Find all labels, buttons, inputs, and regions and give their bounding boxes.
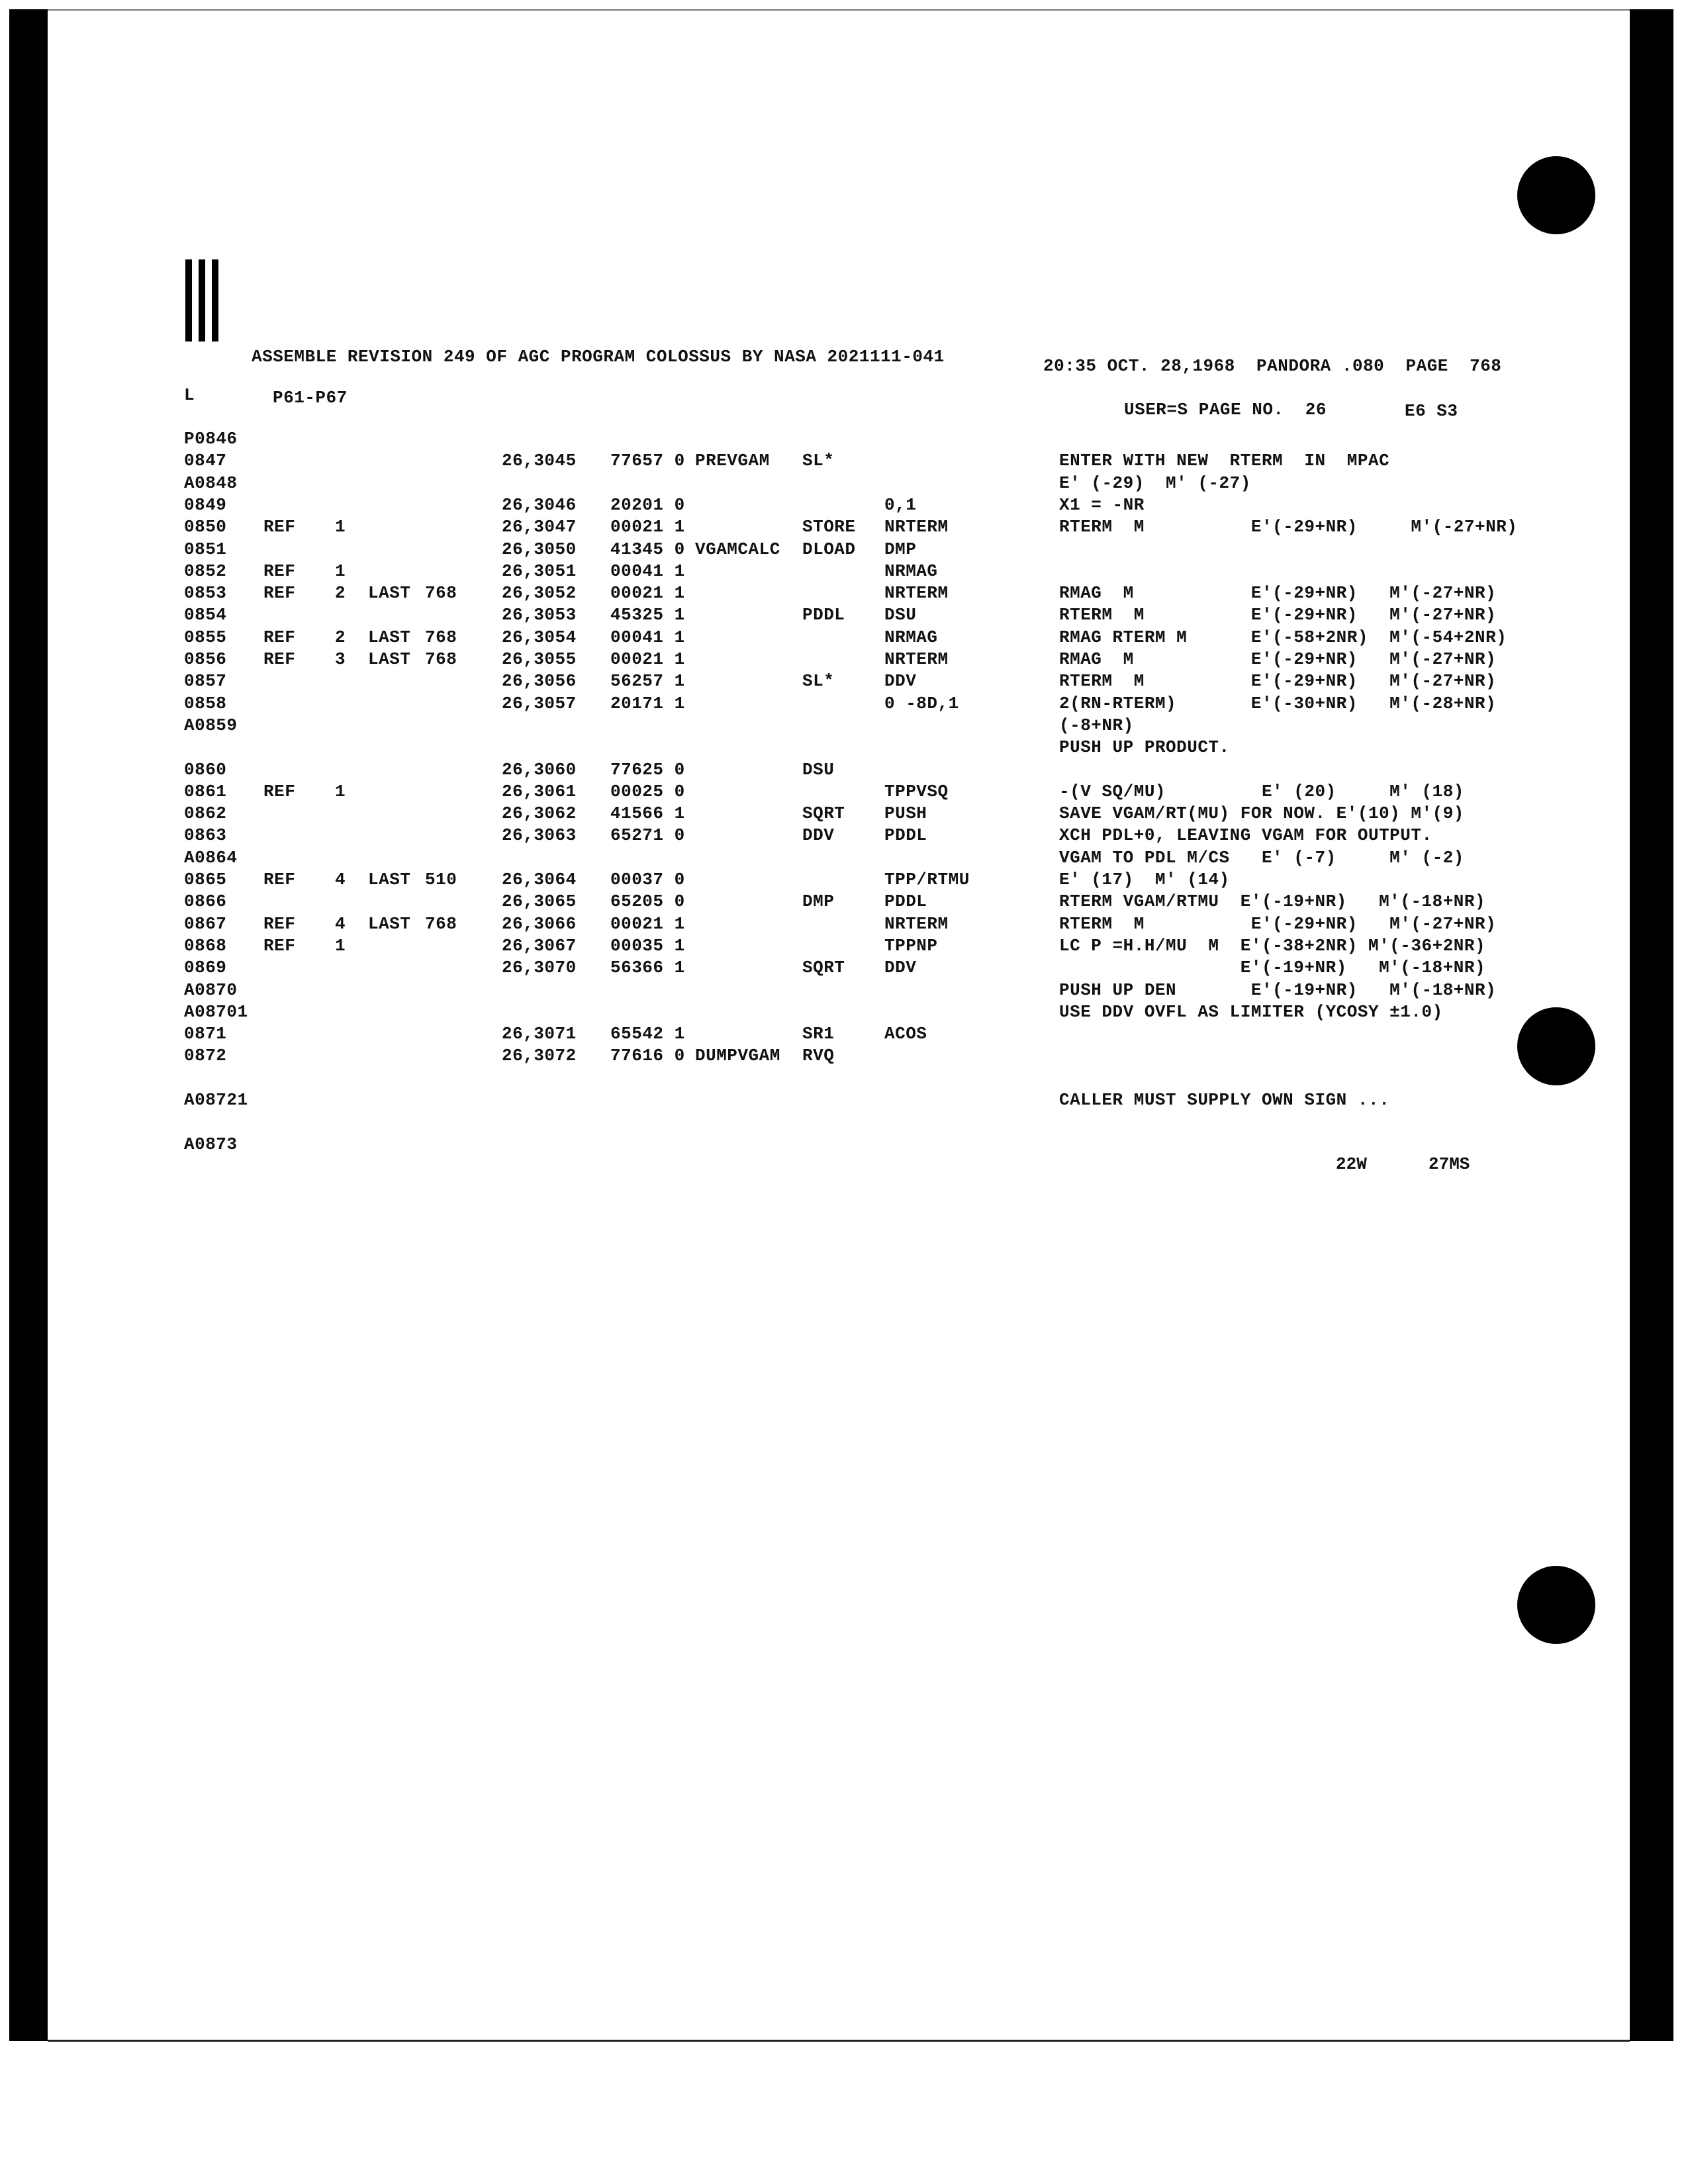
listing-cnt: 3: [335, 649, 346, 669]
listing-cmt: RTERM VGAM/RTMU E'(-19+NR) M'(-18+NR): [1059, 891, 1486, 912]
listing-cmt: USE DDV OVFL AS LIMITER (YCOSY ±1.0): [1059, 1001, 1443, 1022]
listing-label: 0856: [184, 649, 227, 669]
listing-cmt: RTERM M E'(-29+NR) M'(-27+NR): [1059, 605, 1497, 625]
listing-tag: DUMPVGAM: [695, 1046, 780, 1066]
listing-cmt: ENTER WITH NEW RTERM IN MPAC: [1059, 451, 1390, 471]
listing-addr: 26,3062: [502, 803, 577, 824]
listing-cmt: CALLER MUST SUPPLY OWN SIGN ...: [1059, 1090, 1390, 1110]
listing-addr: 26,3063: [502, 825, 577, 846]
listing-label: 0847: [184, 451, 227, 471]
binder-mark-icon: [185, 259, 226, 341]
listing-rnum: 768: [425, 913, 457, 934]
listing-cnt: 1: [335, 561, 346, 581]
listing-oct: 00021 1: [610, 913, 685, 934]
listing-oct: 56257 1: [610, 671, 685, 692]
punch-hole-icon: [1517, 1007, 1595, 1085]
listing-op: SR1: [802, 1024, 835, 1044]
listing-label: 0871: [184, 1024, 227, 1044]
listing-op: DSU: [802, 759, 835, 780]
listing-label: A0873: [184, 1134, 238, 1154]
listing-label: 0854: [184, 605, 227, 625]
listing-cmt: RTERM M E'(-29+NR) M'(-27+NR): [1059, 517, 1518, 537]
listing-addr: 26,3060: [502, 759, 577, 780]
listing-oct: 00037 0: [610, 870, 685, 889]
footer-time: 27MS: [1429, 1154, 1470, 1174]
listing-last: LAST: [368, 913, 411, 934]
page-bottom-rule: [48, 2040, 1630, 2042]
listing-label: 0852: [184, 561, 227, 581]
listing-oct: 00041 1: [610, 561, 685, 581]
listing-cmt: XCH PDL+0, LEAVING VGAM FOR OUTPUT.: [1059, 825, 1432, 846]
listing-label: P0846: [184, 429, 238, 449]
header-user-tail: E6 S3: [1405, 401, 1458, 421]
listing-addr: 26,3052: [502, 583, 577, 604]
listing-opr: DMP: [884, 539, 917, 559]
listing-cmt: E' (-29) M' (-27): [1059, 473, 1251, 493]
listing-opr: NRTERM: [884, 649, 949, 669]
listing-label: A0848: [184, 473, 238, 493]
listing-cmt: SAVE VGAM/RT(MU) FOR NOW. E'(10) M'(9): [1059, 803, 1464, 824]
listing-addr: 26,3053: [502, 605, 577, 625]
listing-ref: REF: [263, 781, 296, 801]
listing-rnum: 510: [425, 870, 457, 889]
listing-label: 0866: [184, 891, 227, 912]
punch-hole-icon: [1517, 1566, 1595, 1644]
listing-cnt: 1: [335, 517, 346, 537]
punch-hole-icon: [1517, 156, 1595, 234]
listing-addr: 26,3057: [502, 693, 577, 713]
listing-cmt: 2(RN-RTERM) E'(-30+NR) M'(-28+NR): [1059, 693, 1497, 713]
listing-last: LAST: [368, 649, 411, 669]
listing-label: 0868: [184, 935, 227, 956]
listing-op: DMP: [802, 891, 835, 912]
listing-label: A0859: [184, 715, 238, 735]
listing-cnt: 2: [335, 583, 346, 604]
listing-label: 0863: [184, 825, 227, 846]
listing-label: 0855: [184, 627, 227, 647]
listing-label: A08701: [184, 1001, 248, 1022]
listing-opr: NRTERM: [884, 913, 949, 934]
listing-opr: PUSH: [884, 803, 927, 824]
listing-opr: NRMAG: [884, 561, 938, 581]
listing-cmt: -(V SQ/MU) E' (20) M' (18): [1059, 781, 1464, 801]
listing-opr: PDDL: [884, 891, 927, 912]
listing-tag: PREVGAM: [695, 451, 770, 471]
listing-cmt: X1 = -NR: [1059, 494, 1145, 515]
listing-ref: REF: [263, 517, 296, 537]
listing-oct: 77625 0: [610, 759, 685, 780]
listing-addr: 26,3045: [502, 451, 577, 471]
listing-label: 0849: [184, 494, 227, 515]
listing-cmt: VGAM TO PDL M/CS E' (-7) M' (-2): [1059, 847, 1464, 868]
header-user-page: USER=S PAGE NO. 26: [1124, 400, 1327, 420]
listing-addr: 26,3051: [502, 561, 577, 581]
header-title: ASSEMBLE REVISION 249 OF AGC PROGRAM COLOSSUS BY NASA 2021111-041: [252, 347, 945, 367]
header-date-page: 20:35 OCT. 28,1968 PANDORA .080 PAGE 768: [1043, 356, 1502, 376]
listing-opr: DSU: [884, 605, 917, 625]
listing-op: SL*: [802, 451, 835, 471]
header-program-range: P61-P67: [273, 388, 348, 408]
listing-cmt: (-8+NR): [1059, 715, 1134, 735]
listing-label: 0867: [184, 913, 227, 934]
listing-addr: 26,3072: [502, 1046, 577, 1066]
listing-oct: 00041 1: [610, 627, 685, 647]
listing-opr: TPPNP: [884, 935, 938, 956]
listing-cnt: 4: [335, 870, 346, 889]
listing-oct: 00025 0: [610, 781, 685, 801]
listing-cmt: RTERM M E'(-29+NR) M'(-27+NR): [1059, 671, 1497, 692]
listing-opr: PDDL: [884, 825, 927, 846]
listing-rnum: 768: [425, 583, 457, 604]
listing-addr: 26,3064: [502, 870, 577, 889]
listing-op: SL*: [802, 671, 835, 692]
listing-op: SQRT: [802, 803, 845, 824]
listing-oct: 65205 0: [610, 891, 685, 912]
listing-cmt: E'(-19+NR) M'(-18+NR): [1059, 958, 1486, 978]
listing-label: 0857: [184, 671, 227, 692]
listing-addr: 26,3046: [502, 494, 577, 515]
listing-addr: 26,3071: [502, 1024, 577, 1044]
listing-opr: TPP/RTMU: [884, 870, 970, 889]
listing-tag: VGAMCALC: [695, 539, 780, 559]
listing-ref: REF: [263, 583, 296, 604]
listing-addr: 26,3056: [502, 671, 577, 692]
listing-oct: 56366 1: [610, 958, 685, 978]
listing-label: A0870: [184, 979, 238, 1000]
listing-ref: REF: [263, 913, 296, 934]
listing-cmt: RMAG RTERM M E'(-58+2NR) M'(-54+2NR): [1059, 627, 1507, 647]
listing-cmt: LC P =H.H/MU M E'(-38+2NR) M'(-36+2NR): [1059, 935, 1486, 956]
listing-rnum: 768: [425, 627, 457, 647]
listing-ref: REF: [263, 870, 296, 889]
header-flag: L: [184, 385, 195, 405]
listing-oct: 00021 1: [610, 517, 685, 537]
listing-op: SQRT: [802, 958, 845, 978]
listing-addr: 26,3050: [502, 539, 577, 559]
listing-oct: 77616 0: [610, 1046, 685, 1066]
listing-cmt: PUSH UP DEN E'(-19+NR) M'(-18+NR): [1059, 979, 1497, 1000]
listing-ref: REF: [263, 627, 296, 647]
listing-cmt: RMAG M E'(-29+NR) M'(-27+NR): [1059, 649, 1497, 669]
listing-cmt: PUSH UP PRODUCT.: [1059, 737, 1230, 758]
listing-label: 0862: [184, 803, 227, 824]
listing-cmt: E' (17) M' (14): [1059, 870, 1230, 889]
listing-addr: 26,3066: [502, 913, 577, 934]
listing-addr: 26,3070: [502, 958, 577, 978]
listing-label: 0860: [184, 759, 227, 780]
listing-addr: 26,3065: [502, 891, 577, 912]
listing-ref: REF: [263, 649, 296, 669]
scan-edge-left: [9, 9, 48, 2041]
listing-rnum: 768: [425, 649, 457, 669]
listing-ref: REF: [263, 935, 296, 956]
listing-addr: 26,3047: [502, 517, 577, 537]
listing-oct: 00021 1: [610, 583, 685, 604]
listing-last: LAST: [368, 583, 411, 604]
listing-cnt: 1: [335, 935, 346, 956]
listing-cmt: RTERM M E'(-29+NR) M'(-27+NR): [1059, 913, 1497, 934]
listing-opr: NRTERM: [884, 517, 949, 537]
listing-label: 0861: [184, 781, 227, 801]
footer-words: 22W: [1336, 1154, 1367, 1174]
listing-addr: 26,3061: [502, 781, 577, 801]
listing-label: A08721: [184, 1090, 248, 1110]
listing-oct: 65271 0: [610, 825, 685, 846]
listing-opr: TPPVSQ: [884, 781, 949, 801]
listing-oct: 20171 1: [610, 693, 685, 713]
listing-oct: 65542 1: [610, 1024, 685, 1044]
listing-addr: 26,3054: [502, 627, 577, 647]
listing-opr: NRTERM: [884, 583, 949, 604]
listing-op: DLOAD: [802, 539, 856, 559]
listing-opr: 0,1: [884, 494, 917, 515]
scan-edge-right: [1630, 9, 1673, 2041]
listing-ref: REF: [263, 561, 296, 581]
listing-opr: DDV: [884, 671, 917, 692]
listing-last: LAST: [368, 627, 411, 647]
page-top-rule: [48, 9, 1630, 11]
listing-op: RVQ: [802, 1046, 835, 1066]
listing-opr: 0 -8D,1: [884, 693, 959, 713]
listing-oct: 00035 1: [610, 935, 685, 956]
listing-label: A0864: [184, 847, 238, 868]
listing-cmt: RMAG M E'(-29+NR) M'(-27+NR): [1059, 583, 1497, 604]
listing-opr: NRMAG: [884, 627, 938, 647]
listing-last: LAST: [368, 870, 411, 889]
listing-opr: ACOS: [884, 1024, 927, 1044]
listing-oct: 77657 0: [610, 451, 685, 471]
listing-label: 0853: [184, 583, 227, 604]
listing-addr: 26,3055: [502, 649, 577, 669]
listing-addr: 26,3067: [502, 935, 577, 956]
listing-label: 0869: [184, 958, 227, 978]
listing-label: 0851: [184, 539, 227, 559]
listing-oct: 20201 0: [610, 494, 685, 515]
listing-op: PDDL: [802, 605, 845, 625]
listing-opr: DDV: [884, 958, 917, 978]
listing-cnt: 4: [335, 913, 346, 934]
listing-label: 0865: [184, 870, 227, 889]
listing-oct: 41345 0: [610, 539, 685, 559]
listing-cnt: 1: [335, 781, 346, 801]
listing-oct: 41566 1: [610, 803, 685, 824]
listing-label: 0872: [184, 1046, 227, 1066]
listing-label: 0850: [184, 517, 227, 537]
listing-label: 0858: [184, 693, 227, 713]
listing-op: DDV: [802, 825, 835, 846]
listing-cnt: 2: [335, 627, 346, 647]
listing-oct: 00021 1: [610, 649, 685, 669]
listing-op: STORE: [802, 517, 856, 537]
listing-oct: 45325 1: [610, 605, 685, 625]
